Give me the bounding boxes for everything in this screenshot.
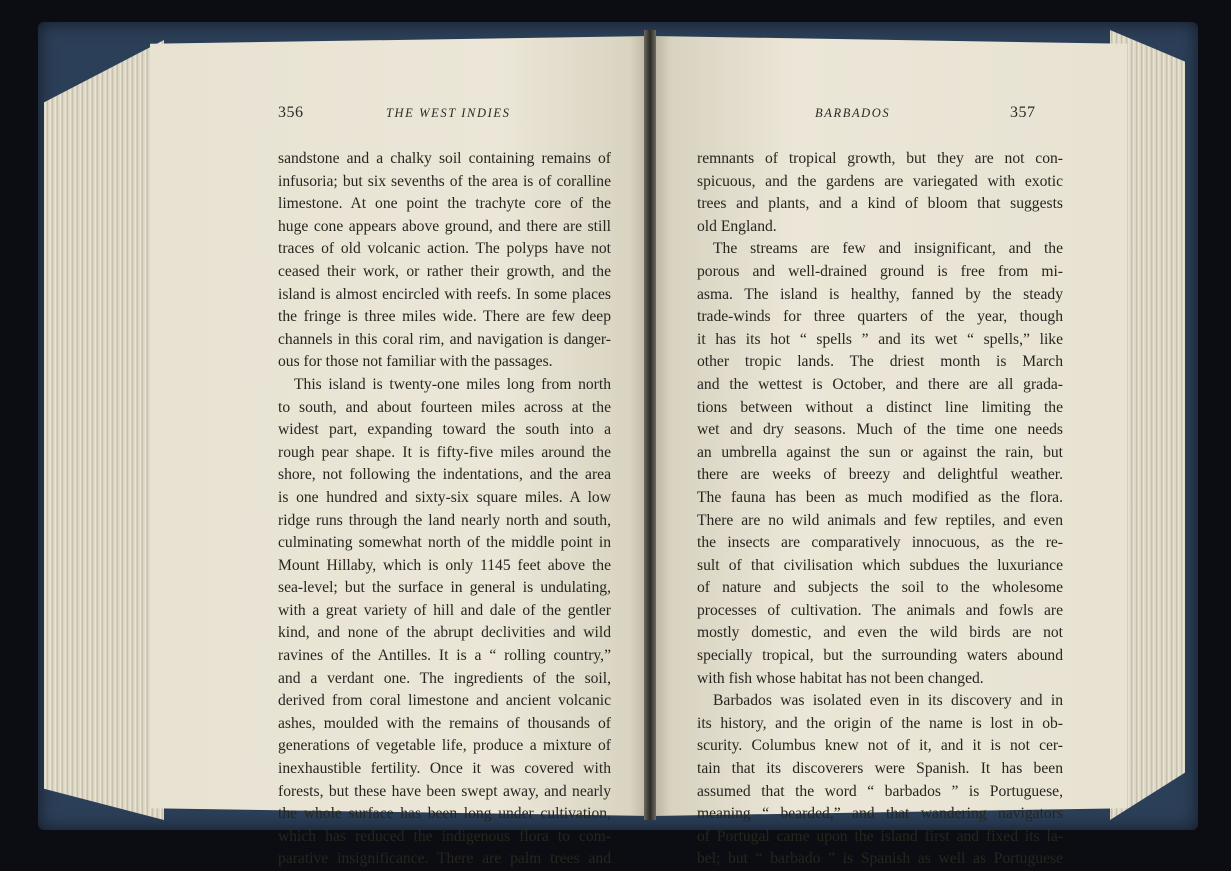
text-line: the insects are comparatively innocuous, as the re- — [697, 534, 1063, 552]
text-line: island is almost encircled with reefs. In some places — [278, 285, 611, 303]
text-line: inexhaustible fertility. Once it was covered with — [278, 760, 611, 778]
text-line: scurity. Columbus knew not of it, and it is not cer- — [697, 737, 1063, 755]
text-line: trade-winds for three quarters of the year, though — [697, 308, 1063, 326]
book-gutter — [644, 30, 656, 820]
text-line: the fringe is three miles wide. There are few deep — [278, 308, 611, 326]
right-running-head: BARBADOS — [815, 106, 891, 120]
text-line: mostly domestic, and even the wild birds are not — [697, 624, 1063, 642]
text-line: The streams are few and insignificant, and the — [713, 240, 1063, 258]
text-line: sea-level; but the surface in general is undulating, — [278, 579, 611, 597]
text-line: ravines of the Antilles. It is a “ rolling country,” — [278, 647, 611, 665]
text-line: of Portugal came upon the island first and fixed its la- — [697, 827, 1063, 845]
left-running-head: THE WEST INDIES — [386, 106, 511, 120]
text-line: ridge runs through the land nearly north and south, — [278, 511, 611, 529]
text-line: parative insignificance. There are palm trees and — [278, 850, 611, 868]
text-line: the whole surface has been long under cultivation, — [278, 805, 611, 823]
text-line: of nature and subjects the soil to the wholesome — [697, 579, 1063, 597]
text-line: its history, and the origin of the name is lost in ob- — [697, 714, 1063, 732]
text-line: there are weeks of breezy and delightful weather. — [697, 466, 1063, 484]
text-line: processes of cultivation. The animals and fowls are — [697, 601, 1063, 619]
text-line: Mount Hillaby, which is only 1145 feet above the — [278, 556, 611, 574]
text-line: ashes, moulded with the remains of thousands of — [278, 714, 611, 732]
text-line: Barbados was isolated even in its discovery and in — [713, 692, 1063, 710]
text-line: it has its hot “ spells ” and its wet “ spells,” like — [697, 330, 1063, 348]
text-line: with a great variety of hill and dale of the gentler — [278, 601, 611, 619]
text-line: asma. The island is healthy, fanned by the steady — [697, 285, 1063, 303]
text-line: specially tropical, but the surrounding waters abound — [697, 647, 1063, 665]
text-line: trees and plants, and a kind of bloom that suggests — [697, 195, 1063, 213]
left-page-edges — [44, 40, 164, 820]
text-line: limestone. At one point the trachyte core of the — [278, 195, 611, 213]
text-line: remnants of tropical growth, but they are not con- — [697, 150, 1063, 167]
text-line: traces of old volcanic action. The polyps have not — [278, 240, 611, 258]
text-line: is one hundred and sixty-six square miles. A low — [278, 488, 611, 506]
text-line: widest part, expanding toward the south into a — [278, 421, 611, 439]
text-line: forests, but these have been swept away, and nearly — [278, 782, 611, 800]
text-line: huge cone appears above ground, and there are still — [278, 217, 611, 235]
text-line: other tropic lands. The driest month is March — [697, 353, 1063, 371]
text-line: tain that its discoverers were Spanish. It has been — [697, 760, 1063, 778]
text-line: tions between without a distinct line limiting the — [697, 398, 1063, 416]
text-line: infusoria; but six sevenths of the area is of coralline — [278, 172, 611, 190]
text-line: ceased their work, or rather their growth, and the — [278, 262, 611, 280]
text-line: wet and dry seasons. Much of the time one needs — [697, 421, 1063, 439]
text-line: old England. — [697, 217, 777, 235]
text-line: rough pear shape. It is fifty-five miles around the — [278, 443, 611, 461]
text-line: and a verdant one. The ingredients of the soil, — [278, 669, 611, 687]
text-line: sandstone and a chalky soil containing remains of — [278, 150, 611, 167]
left-page-number: 356 — [278, 104, 304, 121]
text-line: channels in this coral rim, and navigation is danger- — [278, 330, 611, 348]
right-page-header — [795, 104, 1055, 126]
text-line: and the wettest is October, and there are all grada- — [697, 375, 1063, 393]
text-line: kind, and none of the abrupt declivities and wild — [278, 624, 611, 642]
text-line: meaning “ bearded,” and that wandering navigators — [697, 805, 1063, 823]
text-line: to south, and about fourteen miles across at the — [278, 398, 611, 416]
text-line: ous for those not familiar with the passages. — [278, 353, 553, 371]
text-line: assumed that the word “ barbados ” is Portuguese, — [697, 782, 1063, 800]
text-line: This island is twenty-one miles long from north — [294, 375, 611, 393]
right-page-body — [697, 148, 1063, 871]
text-line: culminating somewhat north of the middle point in — [278, 534, 611, 552]
text-line: bel; but “ barbado ” is Spanish as well as Portuguese — [697, 850, 1063, 868]
left-page-body — [278, 148, 611, 871]
right-page-number: 357 — [1010, 104, 1036, 121]
text-line: spicuous, and the gardens are variegated with exotic — [697, 172, 1063, 190]
text-line: an umbrella against the sun or against the rain, but — [697, 443, 1063, 461]
text-line: which has reduced the indigenous flora to com- — [278, 827, 611, 845]
text-line: sult of that civilisation which subdues the luxuriance — [697, 556, 1063, 574]
text-line: porous and well-drained ground is free from mi- — [697, 262, 1063, 280]
text-line: generations of vegetable life, produce a mixture of — [278, 737, 611, 755]
text-line: derived from coral limestone and ancient volcanic — [278, 692, 611, 710]
left-page-header — [278, 104, 618, 126]
text-line: shore, not following the indentations, and the area — [278, 466, 611, 484]
text-line: There are no wild animals and few reptiles, and even — [697, 511, 1063, 529]
text-line: with fish whose habitat has not been changed. — [697, 669, 984, 687]
text-line: The fauna has been as much modified as the flora. — [697, 488, 1063, 506]
